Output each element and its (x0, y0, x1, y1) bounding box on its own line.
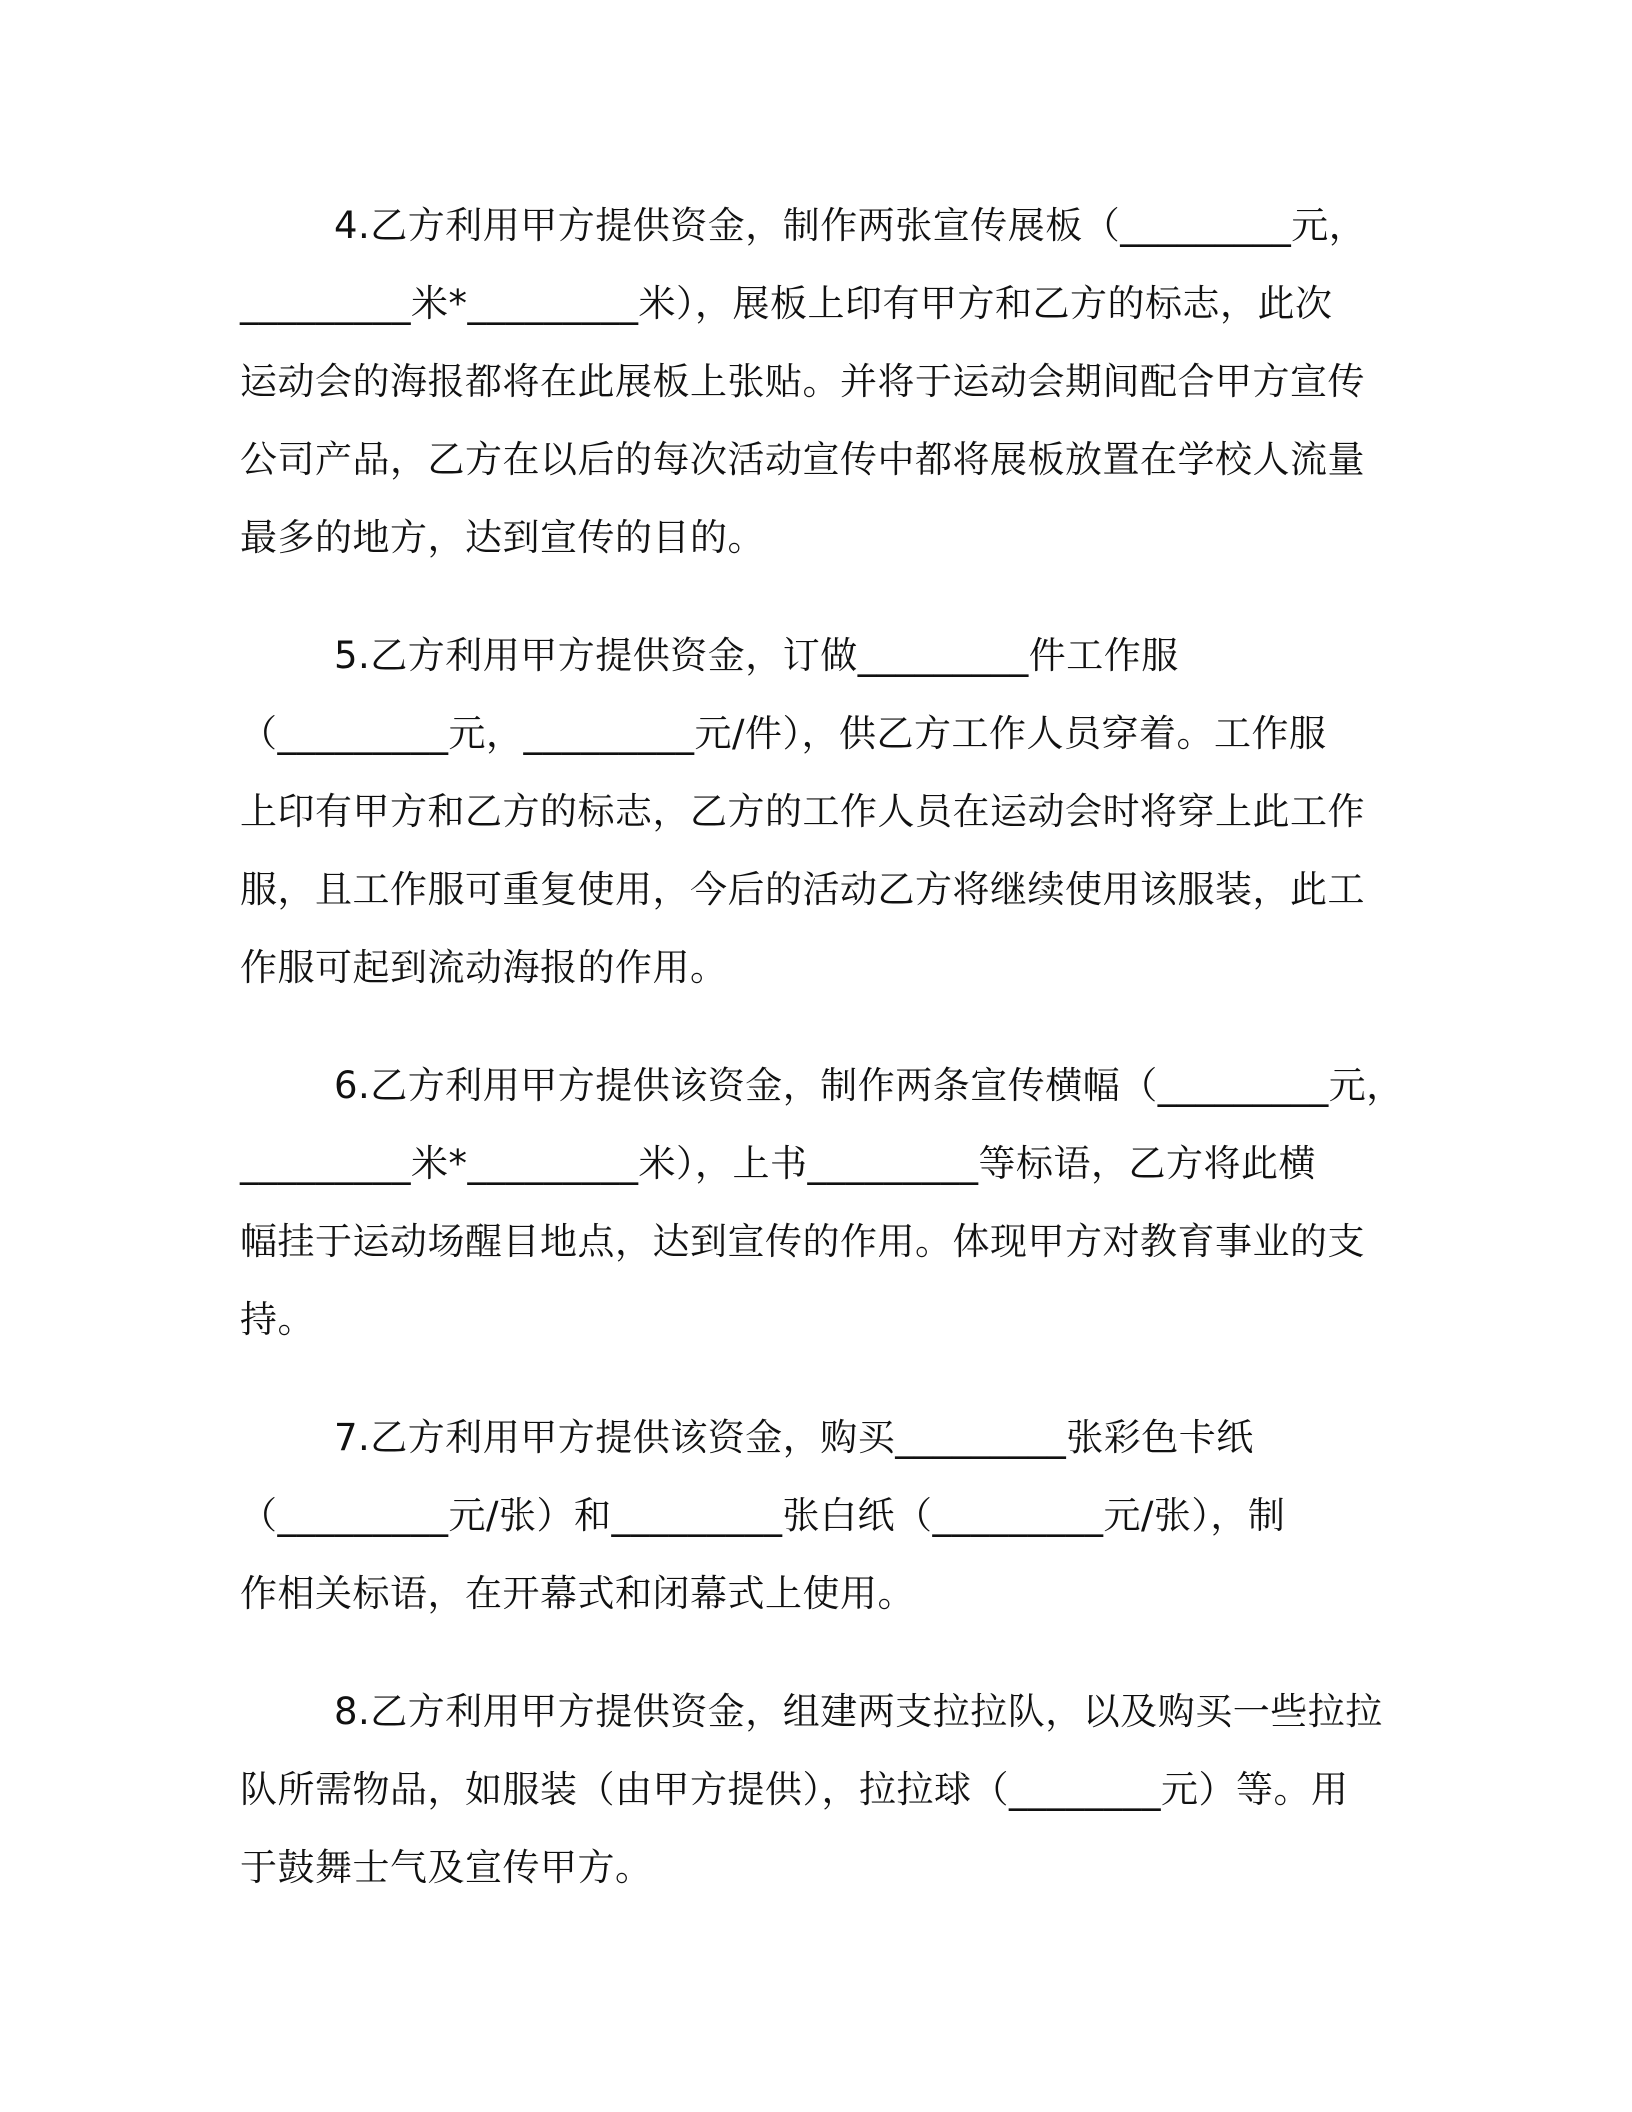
clause-line: 公司产品，乙方在以后的每次活动宣传中都将展板放置在学校人流量 (240, 438, 1365, 481)
clause-line: （_________元，_________元/件），供乙方工作人员穿着。工作服 (240, 712, 1327, 755)
clause-line: 作服可起到流动海报的作用。 (240, 946, 728, 989)
clause-7 (240, 1399, 1396, 1633)
clause-line: 5.乙方利用甲方提供资金，订做_________件工作服 (334, 634, 1179, 677)
clause-6 (240, 1047, 1404, 1359)
clause-line: 于鼓舞士气及宣传甲方。 (240, 1846, 653, 1889)
clause-line: 作相关标语，在开幕式和闭幕式上使用。 (240, 1572, 915, 1615)
clause-line: 持。 (240, 1298, 315, 1341)
clause-line: 幅挂于运动场醒目地点，达到宣传的作用。体现甲方对教育事业的支 (240, 1220, 1365, 1263)
clause-line: 最多的地方，达到宣传的目的。 (240, 516, 765, 559)
clause-5 (240, 617, 1396, 1007)
clause-line: 4.乙方利用甲方提供资金，制作两张宣传展板（_________元， (334, 204, 1367, 247)
clause-line: （_________元/张）和_________张白纸（_________元/张），制 (240, 1494, 1286, 1537)
clause-line: 8.乙方利用甲方提供资金，组建两支拉拉队，以及购买一些拉拉 (334, 1690, 1383, 1733)
clause-line: _________米*_________米），上书_________等标语，乙方将此横 (240, 1142, 1316, 1185)
clause-line: 上印有甲方和乙方的标志，乙方的工作人员在运动会时将穿上此工作 (240, 790, 1365, 833)
clause-line: 7.乙方利用甲方提供该资金，购买_________张彩色卡纸 (334, 1416, 1254, 1459)
clause-8 (240, 1673, 1396, 1907)
document-body (240, 187, 1404, 1947)
clause-4 (240, 187, 1396, 577)
clause-line: 队所需物品，如服装（由甲方提供），拉拉球（________元）等。用 (240, 1768, 1349, 1811)
clause-line: _________米*_________米），展板上印有甲方和乙方的标志，此次 (240, 282, 1333, 325)
clause-line: 运动会的海报都将在此展板上张贴。并将于运动会期间配合甲方宣传 (240, 360, 1365, 403)
clause-line: 6.乙方利用甲方提供该资金，制作两条宣传横幅（_________元， (334, 1064, 1404, 1107)
clause-line: 服，且工作服可重复使用，今后的活动乙方将继续使用该服装，此工 (240, 868, 1365, 911)
